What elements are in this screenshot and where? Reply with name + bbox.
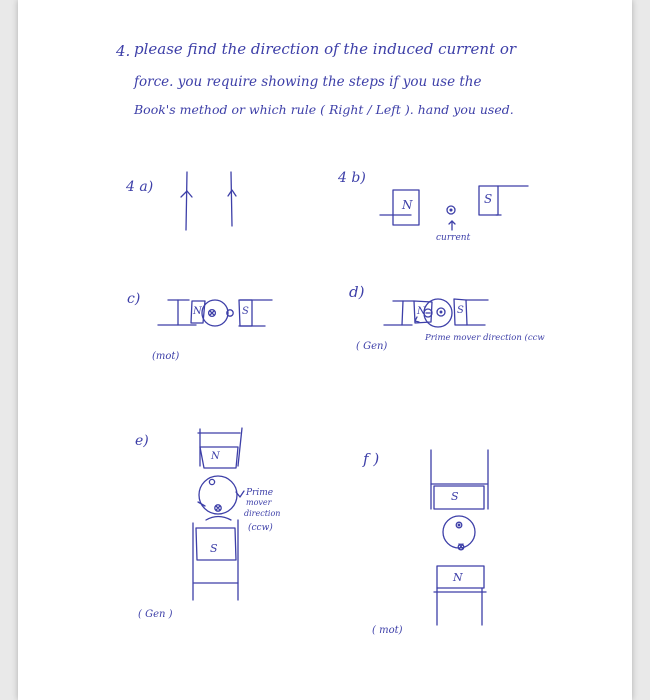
question-number: 4. (116, 42, 131, 60)
magnet-e-north-letter: N (211, 451, 220, 462)
magnet-e-south-letter: S (210, 542, 218, 555)
part-c-mode: (mot) (152, 351, 180, 362)
question-line-3: Book's method or which rule ( Right / Left ). hand you used. (134, 102, 514, 117)
part-a-wires (181, 172, 236, 230)
part-e-annotation-line-4: (ccw) (248, 523, 273, 533)
magnet-c-north-letter: N (193, 306, 202, 317)
magnet-f-south-letter: S (451, 490, 459, 503)
part-e-annotation-line-3: direction (244, 509, 281, 518)
current-annotation: current (436, 233, 471, 243)
part-a-label: 4 a) (126, 179, 154, 195)
part-e-mode: ( Gen ) (138, 609, 173, 620)
magnet-d-north-letter: N (417, 306, 426, 317)
part-f-label: f ) (363, 450, 380, 468)
part-e-label: e) (135, 433, 149, 449)
magnet-f-north-letter: N (453, 571, 463, 584)
magnet-b-north-letter: N (402, 198, 413, 212)
magnet-d-south-letter: S (457, 305, 464, 316)
question-line-1: please find the direction of the induced current or (134, 40, 517, 58)
part-f-diagram (431, 450, 488, 625)
part-b-label: 4 b) (338, 170, 366, 186)
part-d-mode: ( Gen) (356, 341, 388, 352)
part-c-diagram (158, 300, 272, 326)
part-c-label: c) (127, 291, 141, 307)
magnet-b-south-letter: S (484, 192, 493, 206)
magnet-c-south-letter: S (242, 306, 249, 317)
part-f-mode: ( mot) (372, 625, 403, 636)
part-d-prime-mover-annotation: Prime mover direction (ccw (425, 333, 545, 343)
question-line-2: force. you require showing the steps if you use the (134, 74, 482, 90)
magnet-south-f (434, 486, 484, 509)
part-d-diagram (384, 299, 488, 327)
part-e-annotation-line-1: Prime (246, 488, 274, 498)
part-d-label: d) (349, 283, 365, 301)
rotor-f (443, 516, 475, 548)
part-e-annotation-line-2: mover (246, 498, 272, 507)
